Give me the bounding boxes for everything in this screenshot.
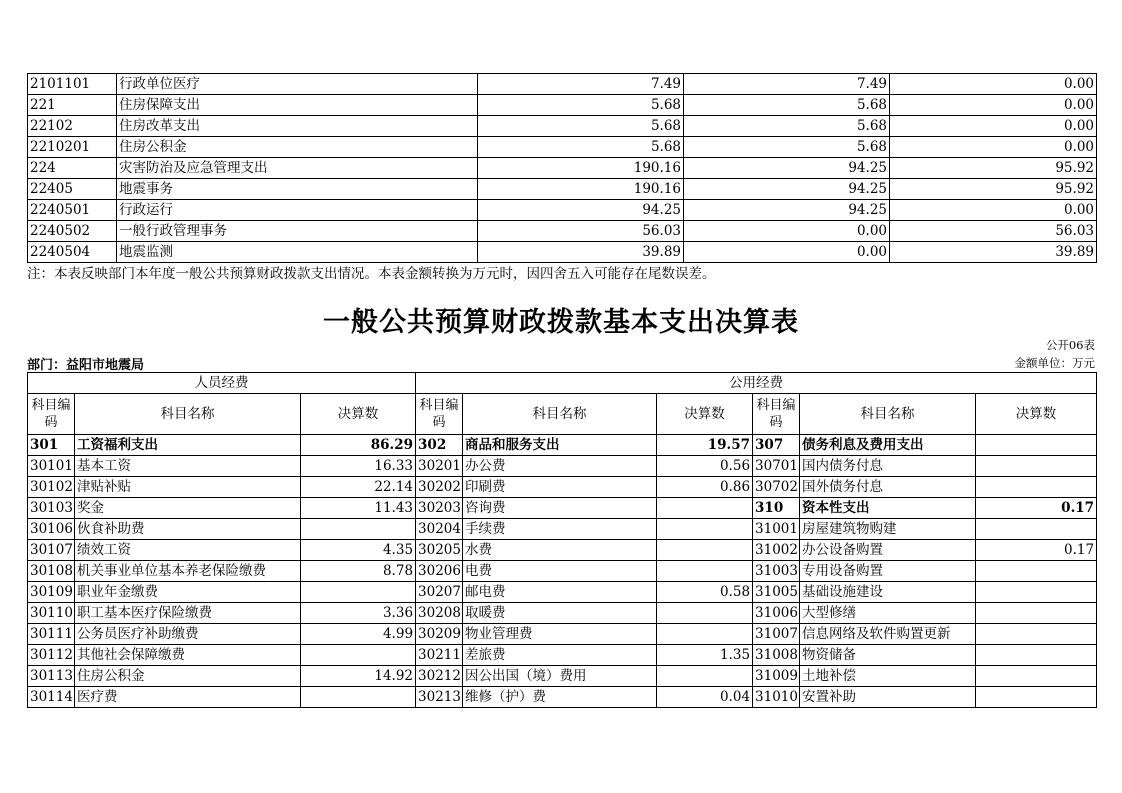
amount-cell — [976, 519, 1097, 540]
name-cell: 国外债务付息 — [800, 477, 976, 498]
code-cell: 30109 — [28, 582, 75, 603]
table-row — [28, 540, 1097, 561]
code-cell: 31010 — [753, 687, 800, 708]
amount-cell — [976, 456, 1097, 477]
name-cell: 职工基本医疗保险缴费 — [75, 603, 301, 624]
project-cell: 0.00 — [890, 200, 1097, 221]
col-name-header: 科目名称 — [800, 394, 976, 435]
amount-cell: 0.04 — [657, 687, 753, 708]
name-cell: 地震监测 — [117, 242, 478, 263]
table-row — [28, 561, 1097, 582]
code-cell: 30203 — [416, 498, 463, 519]
code-cell: 307 — [753, 435, 800, 456]
project-cell: 0.00 — [890, 116, 1097, 137]
table-row — [28, 582, 1097, 603]
name-cell: 津贴补贴 — [75, 477, 301, 498]
name-cell: 水费 — [463, 540, 657, 561]
name-cell: 信息网络及软件购置更新 — [800, 624, 976, 645]
code-cell: 30208 — [416, 603, 463, 624]
table-row — [28, 179, 1097, 200]
project-cell: 39.89 — [890, 242, 1097, 263]
name-cell: 安置补助 — [800, 687, 976, 708]
name-cell: 房屋建筑物购建 — [800, 519, 976, 540]
table-row — [28, 477, 1097, 498]
col-amount-header: 决算数 — [976, 394, 1097, 435]
basic-cell: 5.68 — [684, 137, 890, 158]
col-amount-header: 决算数 — [657, 394, 753, 435]
code-cell: 310 — [753, 498, 800, 519]
code-cell: 30702 — [753, 477, 800, 498]
table-row — [28, 221, 1097, 242]
code-cell: 301 — [28, 435, 75, 456]
code-cell: 30107 — [28, 540, 75, 561]
col-amount-header: 决算数 — [301, 394, 416, 435]
amount-cell: 0.58 — [657, 582, 753, 603]
amount-cell — [301, 687, 416, 708]
code-cell: 2240501 — [28, 200, 117, 221]
col-code-header: 科目编码 — [28, 394, 75, 435]
total-cell: 5.68 — [478, 137, 684, 158]
amount-cell — [657, 624, 753, 645]
basic-cell: 5.68 — [684, 95, 890, 116]
table-code-label: 公开06表 — [1045, 338, 1095, 352]
col-name-header: 科目名称 — [75, 394, 301, 435]
name-cell: 其他社会保障缴费 — [75, 645, 301, 666]
table-row — [28, 137, 1097, 158]
name-cell: 物业管理费 — [463, 624, 657, 645]
table-row — [28, 116, 1097, 137]
name-cell: 咨询费 — [463, 498, 657, 519]
name-cell: 一般行政管理事务 — [117, 221, 478, 242]
name-cell: 职业年金缴费 — [75, 582, 301, 603]
name-cell: 住房保障支出 — [117, 95, 478, 116]
amount-cell — [976, 603, 1097, 624]
amount-cell: 3.36 — [301, 603, 416, 624]
amount-cell — [976, 645, 1097, 666]
amount-cell — [976, 582, 1097, 603]
name-cell: 公务员医疗补助缴费 — [75, 624, 301, 645]
column-header-row — [28, 394, 1097, 435]
amount-cell: 0.17 — [976, 498, 1097, 519]
name-cell: 绩效工资 — [75, 540, 301, 561]
code-cell: 30201 — [416, 456, 463, 477]
name-cell: 因公出国（境）费用 — [463, 666, 657, 687]
table-row — [28, 242, 1097, 263]
group-header-row — [28, 373, 1097, 394]
code-cell: 224 — [28, 158, 117, 179]
basic-cell: 0.00 — [684, 242, 890, 263]
basic-cell: 7.49 — [684, 74, 890, 95]
table-row — [28, 435, 1097, 456]
amount-cell — [976, 435, 1097, 456]
total-cell: 190.16 — [478, 179, 684, 200]
amount-cell — [657, 603, 753, 624]
name-cell: 医疗费 — [75, 687, 301, 708]
project-cell: 0.00 — [890, 74, 1097, 95]
amount-cell: 1.35 — [657, 645, 753, 666]
amount-cell — [657, 498, 753, 519]
name-cell: 大型修缮 — [800, 603, 976, 624]
code-cell: 2240504 — [28, 242, 117, 263]
group-personnel-header: 人员经费 — [28, 373, 416, 394]
amount-cell — [976, 624, 1097, 645]
amount-cell — [657, 519, 753, 540]
name-cell: 基本工资 — [75, 456, 301, 477]
name-cell: 取暖费 — [463, 603, 657, 624]
basic-cell: 5.68 — [684, 116, 890, 137]
amount-cell — [657, 561, 753, 582]
expenditure-detail-table — [27, 73, 1097, 263]
col-code-header: 科目编码 — [753, 394, 800, 435]
name-cell: 住房改革支出 — [117, 116, 478, 137]
table-row — [28, 456, 1097, 477]
code-cell: 2101101 — [28, 74, 117, 95]
code-cell: 30206 — [416, 561, 463, 582]
amount-cell: 0.17 — [976, 540, 1097, 561]
code-cell: 30212 — [416, 666, 463, 687]
amount-cell: 4.99 — [301, 624, 416, 645]
name-cell: 商品和服务支出 — [463, 435, 657, 456]
project-cell: 0.00 — [890, 137, 1097, 158]
code-cell: 31006 — [753, 603, 800, 624]
amount-cell: 8.78 — [301, 561, 416, 582]
name-cell: 印刷费 — [463, 477, 657, 498]
code-cell: 30112 — [28, 645, 75, 666]
name-cell: 机关事业单位基本养老保险缴费 — [75, 561, 301, 582]
amount-cell: 19.57 — [657, 435, 753, 456]
basic-cell: 94.25 — [684, 179, 890, 200]
amount-cell: 4.35 — [301, 540, 416, 561]
amount-cell — [657, 540, 753, 561]
amount-cell: 14.92 — [301, 666, 416, 687]
name-cell: 资本性支出 — [800, 498, 976, 519]
amount-cell — [657, 666, 753, 687]
code-cell: 30204 — [416, 519, 463, 540]
amount-cell — [301, 519, 416, 540]
code-cell: 30202 — [416, 477, 463, 498]
table-row — [28, 158, 1097, 179]
code-cell: 30108 — [28, 561, 75, 582]
table-note: 注：本表反映部门本年度一般公共预算财政拨款支出情况。本表金额转换为万元时，因四舍五入可能存在尾数误差。 — [27, 266, 716, 282]
code-cell: 30106 — [28, 519, 75, 540]
name-cell: 债务利息及费用支出 — [800, 435, 976, 456]
code-cell: 30101 — [28, 456, 75, 477]
code-cell: 31008 — [753, 645, 800, 666]
code-cell: 302 — [416, 435, 463, 456]
name-cell: 住房公积金 — [117, 137, 478, 158]
table-row — [28, 200, 1097, 221]
table-row — [28, 624, 1097, 645]
code-cell: 30209 — [416, 624, 463, 645]
table-row — [28, 687, 1097, 708]
name-cell: 住房公积金 — [75, 666, 301, 687]
code-cell: 30213 — [416, 687, 463, 708]
amount-cell: 0.86 — [657, 477, 753, 498]
code-cell: 30103 — [28, 498, 75, 519]
amount-cell — [976, 687, 1097, 708]
name-cell: 地震事务 — [117, 179, 478, 200]
name-cell: 电费 — [463, 561, 657, 582]
code-cell: 22405 — [28, 179, 117, 200]
table-row — [28, 603, 1097, 624]
name-cell: 手续费 — [463, 519, 657, 540]
code-cell: 2210201 — [28, 137, 117, 158]
name-cell: 差旅费 — [463, 645, 657, 666]
total-cell: 190.16 — [478, 158, 684, 179]
project-cell: 56.03 — [890, 221, 1097, 242]
project-cell: 95.92 — [890, 179, 1097, 200]
table-row — [28, 498, 1097, 519]
name-cell: 维修（护）费 — [463, 687, 657, 708]
total-cell: 39.89 — [478, 242, 684, 263]
code-cell: 30113 — [28, 666, 75, 687]
table-row — [28, 666, 1097, 687]
table-row — [28, 519, 1097, 540]
code-cell: 30701 — [753, 456, 800, 477]
code-cell: 30114 — [28, 687, 75, 708]
name-cell: 奖金 — [75, 498, 301, 519]
code-cell: 2240502 — [28, 221, 117, 242]
name-cell: 基础设施建设 — [800, 582, 976, 603]
code-cell: 30102 — [28, 477, 75, 498]
name-cell: 行政运行 — [117, 200, 478, 221]
code-cell: 22102 — [28, 116, 117, 137]
code-cell: 221 — [28, 95, 117, 116]
code-cell: 31003 — [753, 561, 800, 582]
name-cell: 行政单位医疗 — [117, 74, 478, 95]
name-cell: 国内债务付息 — [800, 456, 976, 477]
name-cell: 专用设备购置 — [800, 561, 976, 582]
code-cell: 30205 — [416, 540, 463, 561]
name-cell: 办公设备购置 — [800, 540, 976, 561]
col-code-header: 科目编码 — [416, 394, 463, 435]
code-cell: 31001 — [753, 519, 800, 540]
table-row — [28, 74, 1097, 95]
amount-cell — [976, 477, 1097, 498]
name-cell: 办公费 — [463, 456, 657, 477]
project-cell: 95.92 — [890, 158, 1097, 179]
code-cell: 30110 — [28, 603, 75, 624]
total-cell: 5.68 — [478, 116, 684, 137]
department-label: 部门：益阳市地震局 — [27, 358, 145, 373]
amount-cell — [976, 666, 1097, 687]
basic-cell: 94.25 — [684, 158, 890, 179]
code-cell: 31009 — [753, 666, 800, 687]
code-cell: 30207 — [416, 582, 463, 603]
amount-cell: 16.33 — [301, 456, 416, 477]
project-cell: 0.00 — [890, 95, 1097, 116]
name-cell: 灾害防治及应急管理支出 — [117, 158, 478, 179]
name-cell: 工资福利支出 — [75, 435, 301, 456]
total-cell: 5.68 — [478, 95, 684, 116]
basic-cell: 94.25 — [684, 200, 890, 221]
group-public-header: 公用经费 — [416, 373, 1097, 394]
amount-cell: 0.56 — [657, 456, 753, 477]
code-cell: 30211 — [416, 645, 463, 666]
code-cell: 30111 — [28, 624, 75, 645]
name-cell: 伙食补助费 — [75, 519, 301, 540]
table-row — [28, 95, 1097, 116]
total-cell: 7.49 — [478, 74, 684, 95]
total-cell: 94.25 — [478, 200, 684, 221]
name-cell: 土地补偿 — [800, 666, 976, 687]
amount-cell: 22.14 — [301, 477, 416, 498]
amount-unit-label: 金额单位：万元 — [1014, 356, 1095, 370]
code-cell: 31005 — [753, 582, 800, 603]
page-title: 一般公共预算财政拨款基本支出决算表 — [323, 307, 799, 338]
code-cell: 31002 — [753, 540, 800, 561]
code-cell: 31007 — [753, 624, 800, 645]
amount-cell — [301, 582, 416, 603]
amount-cell: 11.43 — [301, 498, 416, 519]
amount-cell — [301, 645, 416, 666]
name-cell: 邮电费 — [463, 582, 657, 603]
amount-cell: 86.29 — [301, 435, 416, 456]
table-row — [28, 645, 1097, 666]
basic-cell: 0.00 — [684, 221, 890, 242]
basic-expenditure-table — [27, 372, 1097, 708]
col-name-header: 科目名称 — [463, 394, 657, 435]
name-cell: 物资储备 — [800, 645, 976, 666]
amount-cell — [976, 561, 1097, 582]
total-cell: 56.03 — [478, 221, 684, 242]
